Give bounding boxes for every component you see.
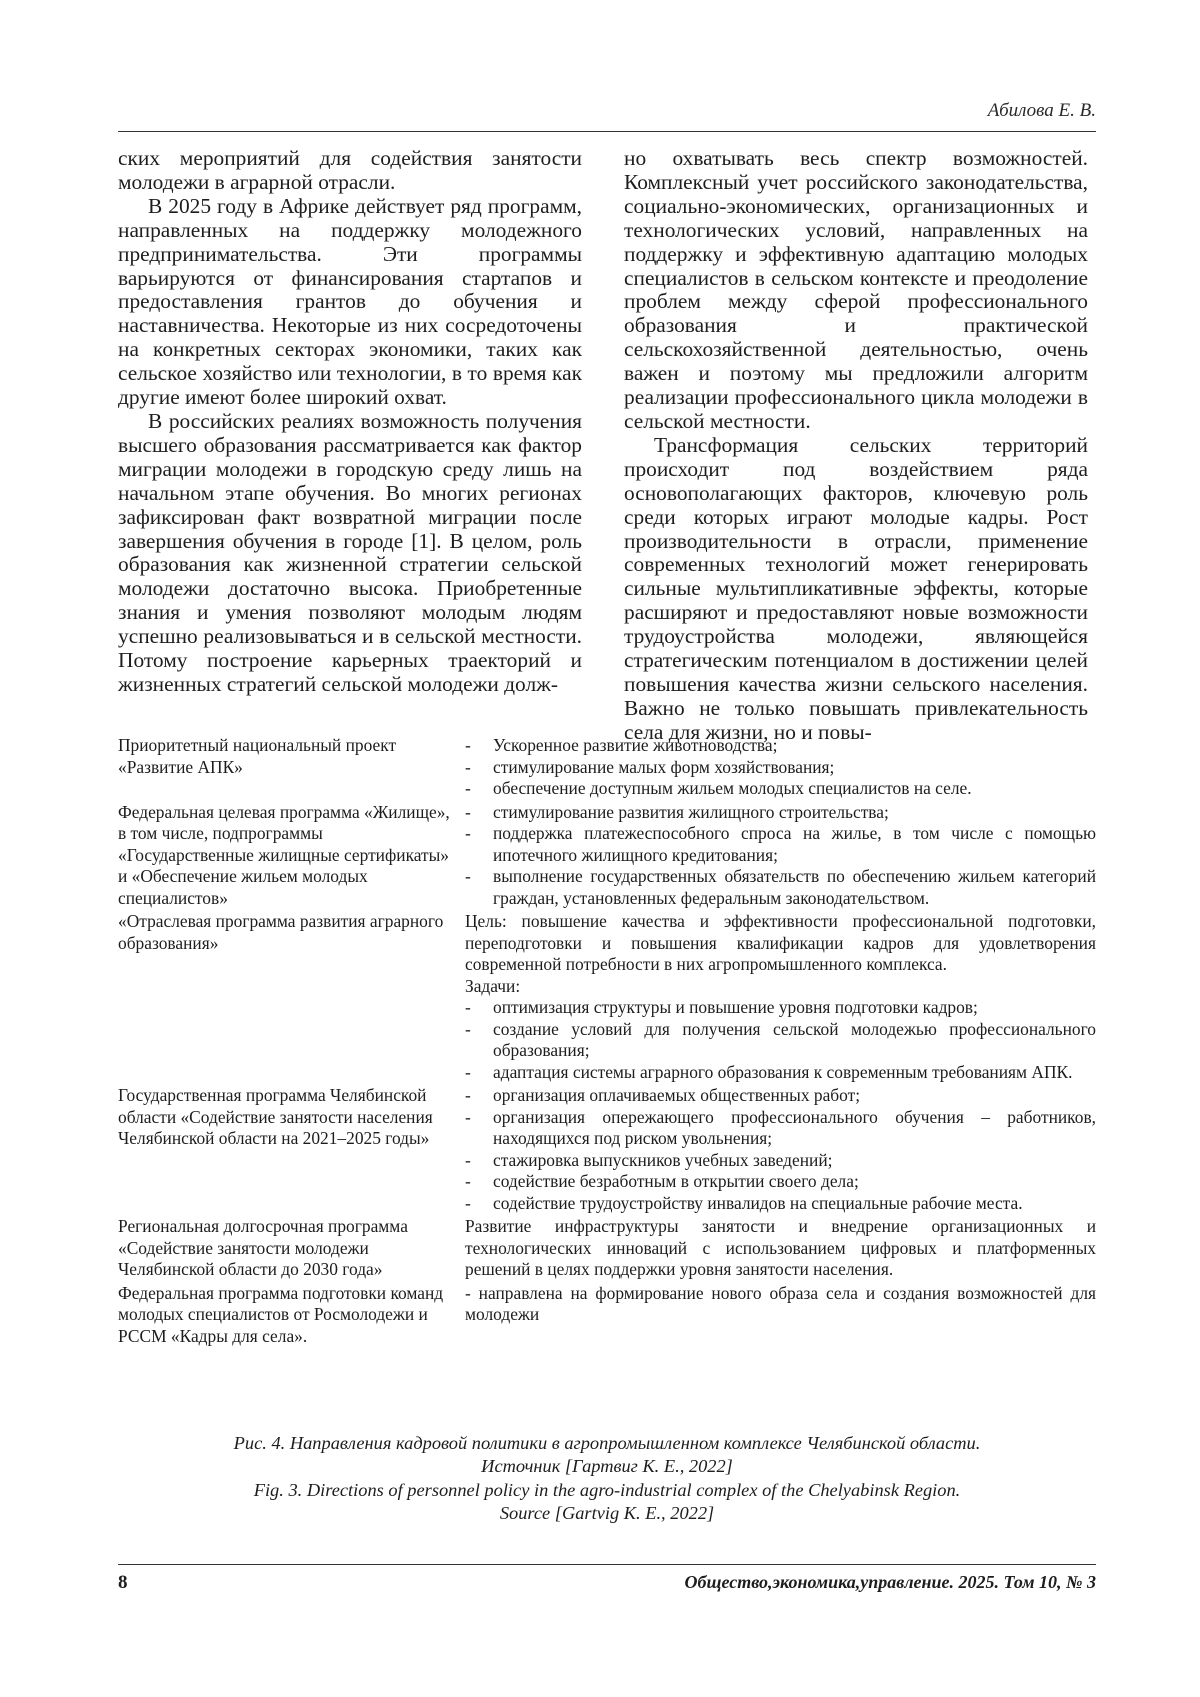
list-item: - Ускоренное развитие животноводства; (465, 735, 1096, 757)
program-goal: Цель: повышение качества и эффективности профессиональной подготовки, переподготовки и повышения квалификации кадров для удовлетворения современной потребности в них агропромышленного комплекса. (465, 911, 1096, 974)
list-item: - содействие трудоустройству инвалидов на специальные рабочие места. (465, 1193, 1096, 1215)
table-row (118, 1283, 1096, 1350)
header-rule (118, 131, 1096, 132)
footer-rule (118, 1564, 1096, 1565)
paragraph: В российских реалиях возможность получения высшего образования рассматривается как фактор миграции молодежи в городскую среду лишь на начальном этапе обучения. Во многих регионах зафиксирован факт возвратной миграции после завершения обучения в городе [1]. В целом, роль образования как жизненной стратегии сельской молодежи достаточно высока. Приобретенные знания и умения позволяют молодым людям успешно реализовываться и в сельской местности. Потому построение карьерных траекторий и жизненных стратегий сельской молодежи долж- (118, 408, 582, 696)
program-name: Федеральная целевая программа «Жилище», в том числе, подпрограммы «Государственные жилищные сертификаты» и «Обеспечение жильем молодых специалистов» (118, 801, 450, 908)
list-item: - организация оплачиваемых общественных работ; (465, 1085, 1096, 1107)
list-item: - содействие безработным в открытии своего дела; (465, 1171, 1096, 1193)
tasks-label: Задачи: (465, 975, 521, 996)
running-head-author: Абилова Е. В. (987, 100, 1096, 121)
program-name: «Отраслевая программа развития аграрного образования» (118, 911, 444, 953)
right-text-column (624, 147, 1088, 745)
list-item: - создание условий для получения сельской молодежью профессионального образования; (465, 1019, 1096, 1062)
program-name: Региональная долгосрочная программа «Содействие занятости молодежи Челябинской области до 2030 года» (118, 1216, 408, 1279)
table-row (118, 735, 1096, 802)
table-row (118, 1085, 1096, 1216)
list-item: - поддержка платежеспособного спроса на жилье, в том числе с помощью ипотечного жилищного кредитования; (465, 823, 1096, 866)
list-item: - стажировка выпускников учебных заведений; (465, 1150, 1096, 1172)
table-row (118, 1216, 1096, 1283)
paragraph: Трансформация сельских территорий происходит под воздействием ряда основополагающих факторов, ключевую роль среди которых играют молодые кадры. Рост производительности в отрасли, применение современных технологий может генерировать сильные мультипликативные эффекты, которые расширяют и предоставляют новые возможности трудоустройства молодежи, являющейся стратегическим потенциалом в достижении целей повышения качества жизни сельского населения. Важно не только повышать привлекательность села для жизни, но и повы- (624, 432, 1088, 744)
figure-caption (118, 1432, 1096, 1526)
program-measures (465, 735, 1096, 802)
list-item: - оптимизация структуры и повышение уровня подготовки кадров; (465, 997, 1096, 1019)
caption-en-source: Source [Gartvig K. E., 2022] (499, 1503, 715, 1524)
caption-ru: Рис. 4. Направления кадровой политики в агропромышленном комплексе Челябинской области. (233, 1433, 981, 1453)
program-measures: Развитие инфраструктуры занятости и внедрение организационных и технологических инноваций с использованием цифровых и платформенных решений в целях поддержки уровня занятости населения. (465, 1216, 1096, 1279)
paragraph: В 2025 году в Африке действует ряд программ, направленных на поддержку молодежного предпринимательства. Эти программы варьируются от финансирования стартапов и предоставления грантов до обучения и наставничества. Некоторые из них сосредоточены на конкретных секторах экономики, таких как сельское хозяйство или технологии, в то время как другие имеют более широкий охват. (118, 193, 582, 410)
list-item: - стимулирование развития жилищного строительства; (465, 802, 1096, 824)
list-item: - стимулирование малых форм хозяйствования; (465, 757, 1096, 779)
table-row (118, 802, 1096, 912)
caption-ru-source: Источник [Гартвиг К. Е., 2022] (481, 1456, 733, 1477)
journal-title: Общество,экономика,управление. 2025. Том 10, № 3 (684, 1572, 1096, 1592)
program-name: Государственная программа Челябинской области «Содействие занятости населения Челябинской области на 2021–2025 годы» (118, 1085, 433, 1148)
page-number: 8 (118, 1572, 128, 1593)
left-text-column (118, 147, 582, 697)
program-measures (465, 802, 1096, 912)
list-item: - адаптация системы аграрного образования к современным требованиям АПК. (465, 1062, 1096, 1084)
list-item: - обеспечение доступным жильем молодых специалистов на селе. (465, 778, 1096, 800)
program-measures (465, 1085, 1096, 1216)
paragraph: ских мероприятий для содействия занятости молодежи в аграрной отрасли. (118, 146, 582, 194)
figure-policy-table (118, 735, 1096, 1349)
program-name: Приоритетный национальный проект «Развитие АПК» (118, 735, 397, 777)
program-name: Федеральная программа подготовки команд молодых специалистов от Росмолодежи и РССМ «Кадры для села». (118, 1282, 444, 1346)
list-item: - выполнение государственных обязательств по обеспечению жильем категорий граждан, установленных федеральным законодательством. (465, 866, 1096, 909)
program-measures (465, 911, 1096, 1085)
table-row (118, 911, 1096, 1085)
paragraph: но охватывать весь спектр возможностей. Комплексный учет российского законодательства, социально-экономических, организационных и технологических условий, направленных на поддержку и эффективную адаптацию молодых специалистов в сельском контексте и преодоление проблем между сферой профессионального образования и практической сельскохозяйственной деятельностью, очень важен и поэтому мы предложили алгоритм реализации профессионального цикла молодежи в сельской местности. (624, 146, 1088, 433)
caption-en: Fig. 3. Directions of personnel policy in the agro-industrial complex of the Chelyabinsk Region. (253, 1479, 961, 1500)
list-item: - организация опережающего профессионального обучения – работников, находящихся под риском увольнения; (465, 1107, 1096, 1150)
program-measures: - направлена на формирование нового образа села и создания возможностей для молодежи (465, 1282, 1096, 1324)
